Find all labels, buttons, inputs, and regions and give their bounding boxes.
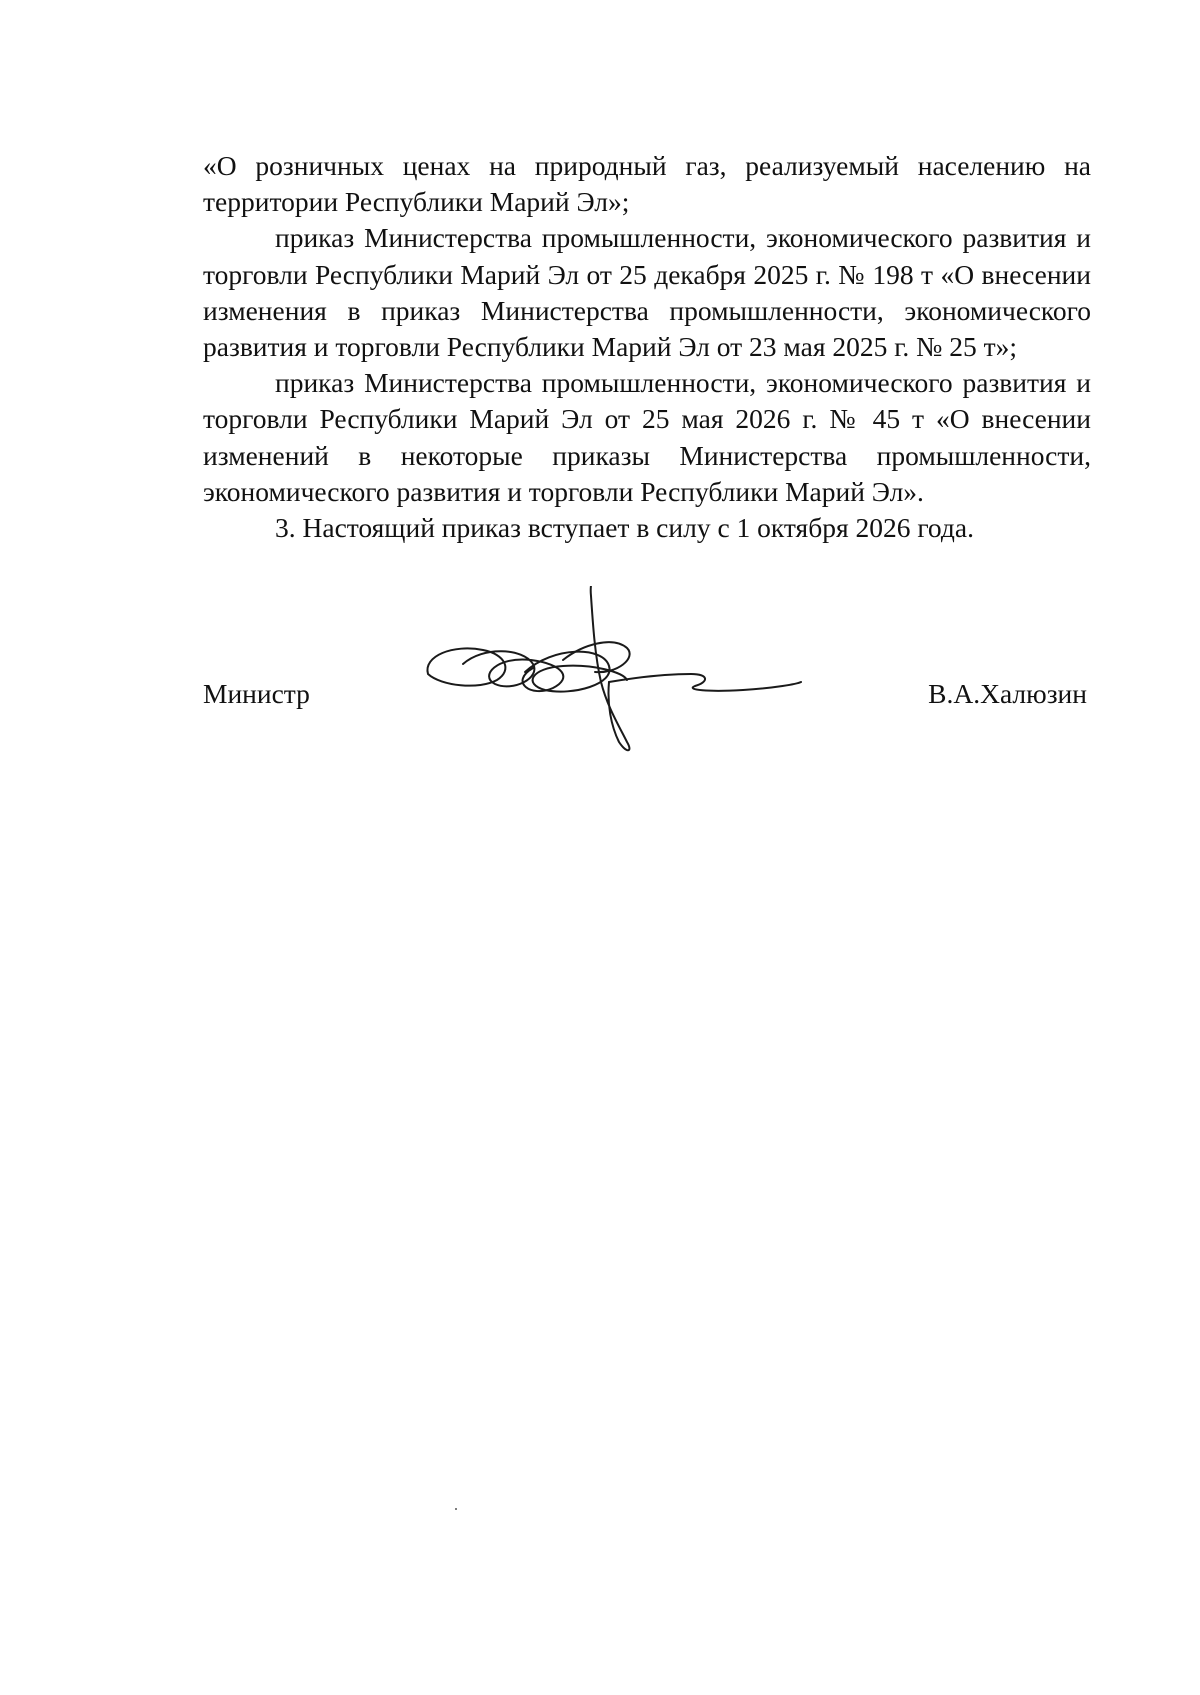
paragraph-order-45: приказ Министерства промышленности, экономического развития и торговли Республики Марий Эл от 25 мая 2026 г. № 45 т «О внесении изменений в некоторые приказы Министерства промышленности, экономического развития и торговли Республики Марий Эл».: [203, 367, 1091, 507]
signatory-title: Министр: [203, 678, 310, 709]
paragraph-order-198: приказ Министерства промышленности, экономического развития и торговли Республики Марий Эл от 25 декабря 2025 г. № 198 т «О внесении изменения в приказ Министерства промышленности, экономического развития и торговли Республики Марий Эл от 23 мая 2025 г. № 25 т»;: [203, 222, 1091, 363]
document-body: [203, 148, 1091, 546]
paragraph-gas-prices-title: «О розничных ценах на природный газ, реализуемый населению на территории Республики Марий Эл»;: [203, 150, 1091, 218]
signatory-name: В.А.Халюзин: [928, 678, 1087, 709]
signature-block: [203, 586, 1091, 766]
scan-speck: [455, 1508, 457, 1510]
paragraph-effective-date: 3. Настоящий приказ вступает в силу с 1 октября 2026 года.: [275, 512, 974, 544]
handwritten-signature: [413, 586, 843, 766]
